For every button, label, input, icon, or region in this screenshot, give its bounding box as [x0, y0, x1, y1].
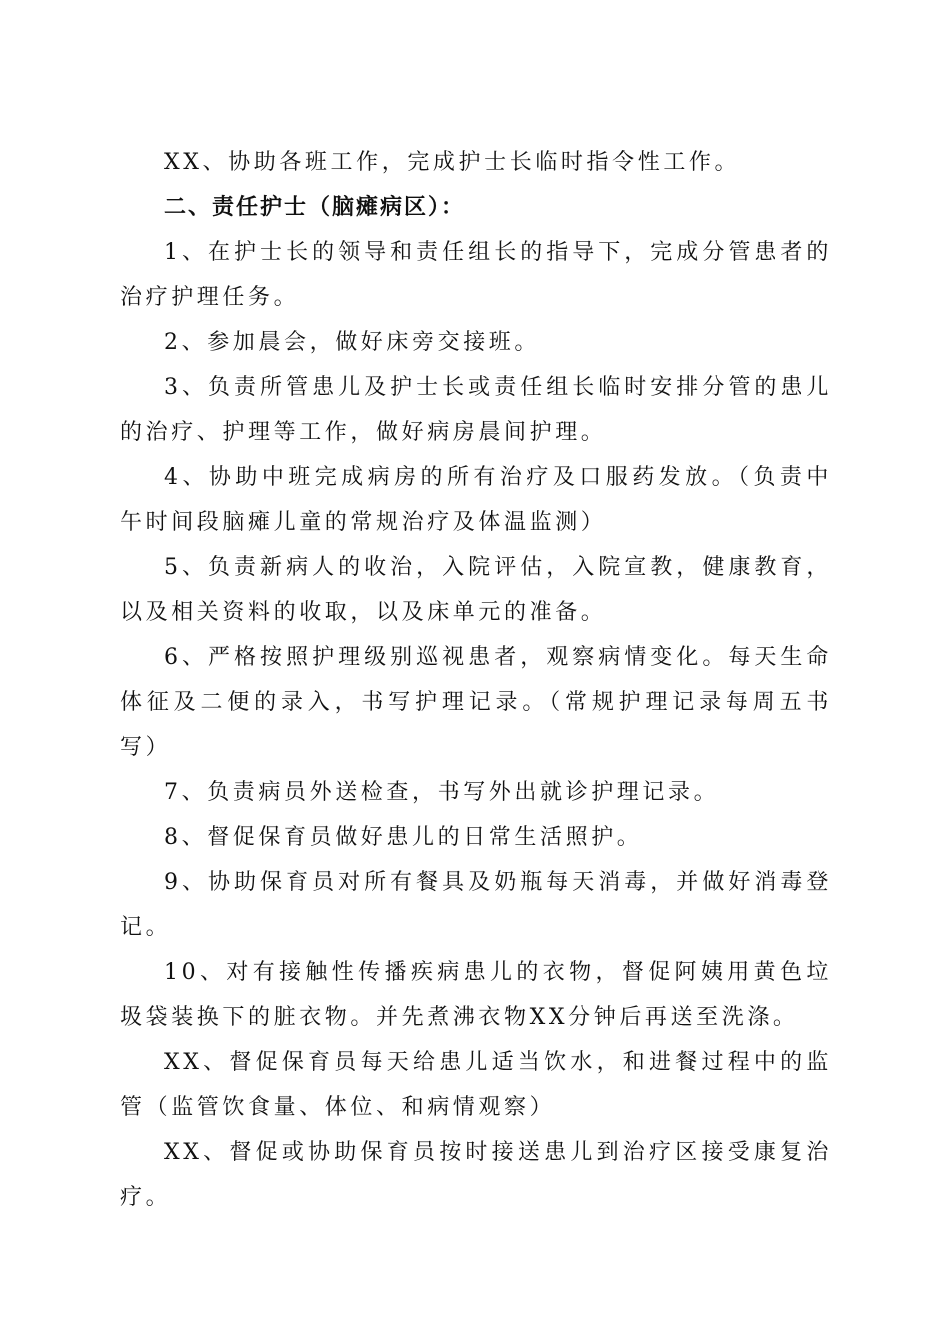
section-title: 二、责任护士（脑瘫病区）： [164, 195, 466, 220]
list-item: 3、负责所管患儿及护士长或责任组长临时安排分管的患儿的治疗、护理等工作，做好病房晨间护理。 [120, 375, 832, 445]
list-item: 6、严格按照护理级别巡视患者，观察病情变化。每天生命体征及二便的录入，书写护理记录。（常规护理记录每周五书写） [120, 645, 832, 760]
list-item: 4、协助中班完成病房的所有治疗及口服药发放。（负责中午时间段脑瘫儿童的常规治疗及体温监测） [120, 465, 832, 535]
list-item: 2、参加晨会，做好床旁交接班。 [164, 330, 540, 355]
list-item: 10、对有接触性传播疾病患儿的衣物，督促阿姨用黄色垃圾袋装换下的脏衣物。并先煮沸衣物XX分钟后再送至洗涤。 [120, 960, 832, 1030]
list-item: 8、督促保育员做好患儿的日常生活照护。 [164, 825, 643, 850]
intro-paragraph: XX、协助各班工作，完成护士长临时指令性工作。 [164, 150, 741, 175]
list-item: 9、协助保育员对所有餐具及奶瓶每天消毒，并做好消毒登记。 [120, 870, 832, 940]
list-item: XX、督促或协助保育员按时接送患儿到治疗区接受康复治疗。 [120, 1140, 832, 1210]
list-item: 7、负责病员外送检查，书写外出就诊护理记录。 [164, 780, 720, 805]
list-item: 5、负责新病人的收治，入院评估，入院宣教，健康教育，以及相关资料的收取，以及床单元的准备。 [120, 555, 832, 625]
list-item: XX、督促保育员每天给患儿适当饮水，和进餐过程中的监管（监管饮食量、体位、和病情观察） [120, 1050, 832, 1120]
document-body [120, 140, 832, 1220]
list-item: 1、在护士长的领导和责任组长的指导下，完成分管患者的治疗护理任务。 [120, 240, 832, 310]
